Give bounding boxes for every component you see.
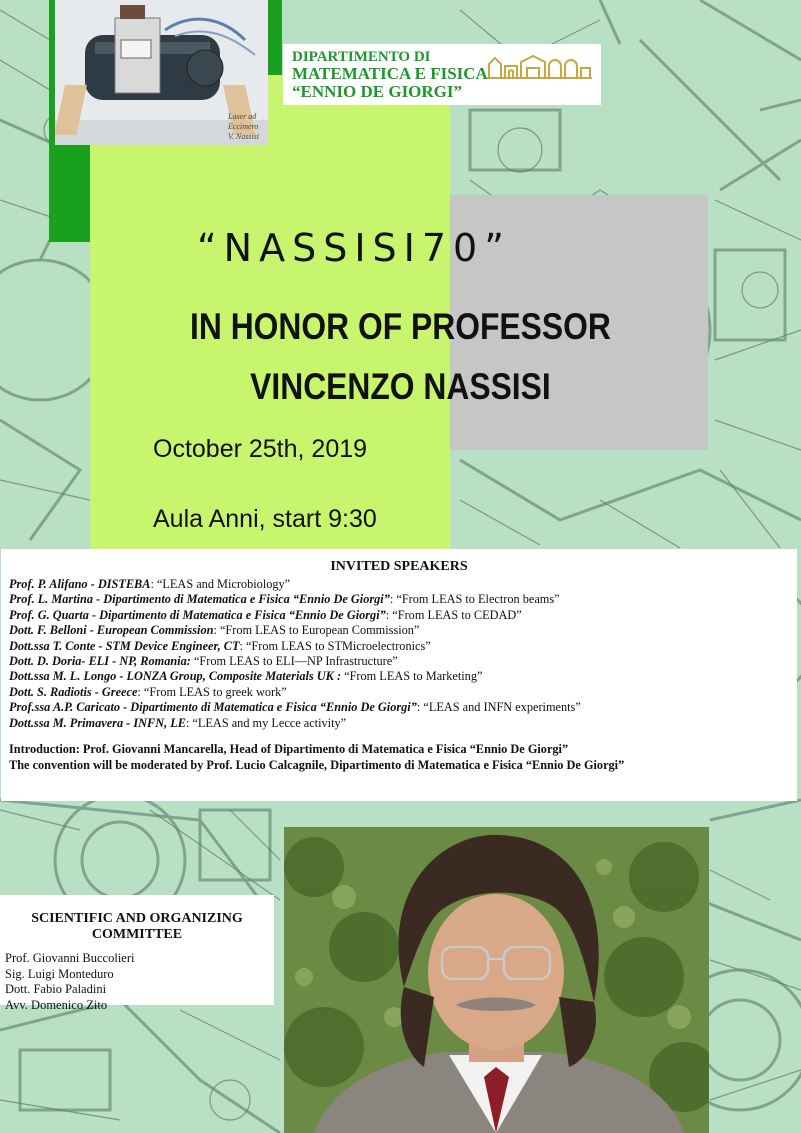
committee-member: Prof. Giovanni Buccolieri — [5, 951, 135, 965]
committee-member: Sig. Luigi Monteduro — [5, 966, 114, 981]
excimer-laser-photo — [55, 0, 268, 145]
building-facade-icon — [487, 54, 592, 80]
speaker-talk: “LEAS and INFN experiments” — [423, 700, 581, 715]
laser-caption-line2: V. Nassisi — [228, 132, 259, 141]
speaker-name: Dott.ssa M. L. Longo - LONZA Group, Composite Materials UK : — [9, 669, 342, 684]
speaker-talk: “From LEAS to ELI—NP Infrastructure” — [193, 654, 398, 669]
speaker-talk: “From LEAS to Marketing” — [344, 669, 483, 684]
committee-heading-line1: SCIENTIFIC AND ORGANIZING — [31, 911, 243, 926]
speaker-item — [9, 623, 581, 638]
speaker-sep: : — [416, 700, 424, 715]
speaker-name: Dott.ssa T. Conte - STM Device Engineer, CT — [9, 638, 240, 653]
event-date: October 25th, 2019 — [153, 435, 368, 463]
laser-caption — [228, 112, 268, 142]
speaker-talk: “From LEAS to STMicroelectronics” — [245, 638, 431, 653]
department-logo — [283, 44, 601, 105]
speaker-sep: : — [213, 623, 220, 638]
portrait-photo-vincenzo-nassisi — [284, 827, 709, 1133]
event-title: “NASSISI70” — [197, 226, 511, 270]
speaker-item — [9, 685, 581, 700]
speaker-item — [9, 608, 581, 623]
speaker-talk: “From LEAS to CEDAD” — [392, 607, 522, 622]
speakers-heading: INVITED SPEAKERS — [330, 559, 468, 574]
speakers-notes — [9, 741, 624, 773]
portrait-photo — [284, 827, 709, 1133]
speaker-sep: : — [150, 577, 157, 591]
speaker-item — [9, 669, 581, 684]
speaker-item — [9, 654, 581, 669]
speaker-name: Dott. S. Radiotis - Greece — [9, 684, 138, 699]
speaker-name: Dott. D. Doria- ELI - NP, Romania: — [9, 654, 191, 669]
speaker-sep: : — [385, 607, 393, 622]
speaker-talk: “LEAS and my Lecce activity” — [192, 715, 347, 730]
event-venue: Aula Anni, start 9:30 — [153, 505, 377, 533]
logo-line2: MATEMATICA E FISICA — [292, 64, 488, 83]
speaker-sep: : — [185, 715, 193, 730]
logo-line1: DIPARTIMENTO DI — [292, 49, 431, 65]
speaker-name: Dott.ssa M. Primavera - INFN, LE — [9, 715, 186, 730]
committee-member: Dott. Fabio Paladini — [5, 982, 107, 996]
speaker-item — [9, 700, 581, 715]
speaker-name: Prof. G. Quarta - Dipartimento di Matematica e Fisica “Ennio De Giorgi” — [9, 607, 386, 622]
speaker-name: Prof.ssa A.P. Caricato - Dipartimento di Matematica e Fisica “Ennio De Giorgi” — [9, 700, 417, 715]
committee-box — [0, 895, 274, 1012]
speaker-name: Dott. F. Belloni - European Commission — [9, 623, 214, 638]
speaker-sep: : — [389, 592, 397, 607]
speaker-sep: : — [137, 684, 144, 699]
moderation-line: The convention will be moderated by Prof. Lucio Calcagnile, Dipartimento di Matematica e Fisica “Ennio De Giorgi” — [9, 758, 625, 772]
logo-line3: “ENNIO DE GIORGI” — [292, 82, 463, 101]
speaker-name: Prof. P. Alifano - DISTEBA — [9, 577, 151, 591]
speaker-talk: “From LEAS to European Commission” — [219, 623, 420, 638]
honor-line1: IN HONOR OF PROFESSOR — [190, 306, 611, 347]
speaker-talk: “From LEAS to greek work” — [143, 684, 287, 699]
speaker-sep: : — [239, 638, 246, 653]
speaker-item — [9, 716, 581, 731]
introduction-line: Introduction: Prof. Giovanni Mancarella, Head of Dipartimento di Matematica e Fisica “Ennio De Giorgi” — [9, 742, 569, 756]
speaker-item — [9, 639, 581, 654]
speakers-list — [9, 577, 581, 731]
speaker-talk: “LEAS and Microbiology” — [156, 577, 291, 591]
committee-members — [5, 951, 135, 1013]
speaker-item — [9, 592, 581, 607]
speaker-name: Prof. L. Martina - Dipartimento di Matematica e Fisica “Ennio De Giorgi” — [9, 592, 390, 607]
speaker-item — [9, 577, 581, 592]
committee-heading-line2: COMMITTEE — [91, 927, 183, 942]
committee-heading — [0, 911, 274, 943]
committee-member: Avv. Domenico Zito — [5, 997, 108, 1012]
invited-speakers-box — [1, 549, 797, 801]
speaker-talk: “From LEAS to Electron beams” — [396, 592, 560, 607]
laser-caption-line1: Laser ad Eccimero — [228, 112, 259, 131]
honor-line2: VINCENZO NASSISI — [250, 366, 551, 407]
